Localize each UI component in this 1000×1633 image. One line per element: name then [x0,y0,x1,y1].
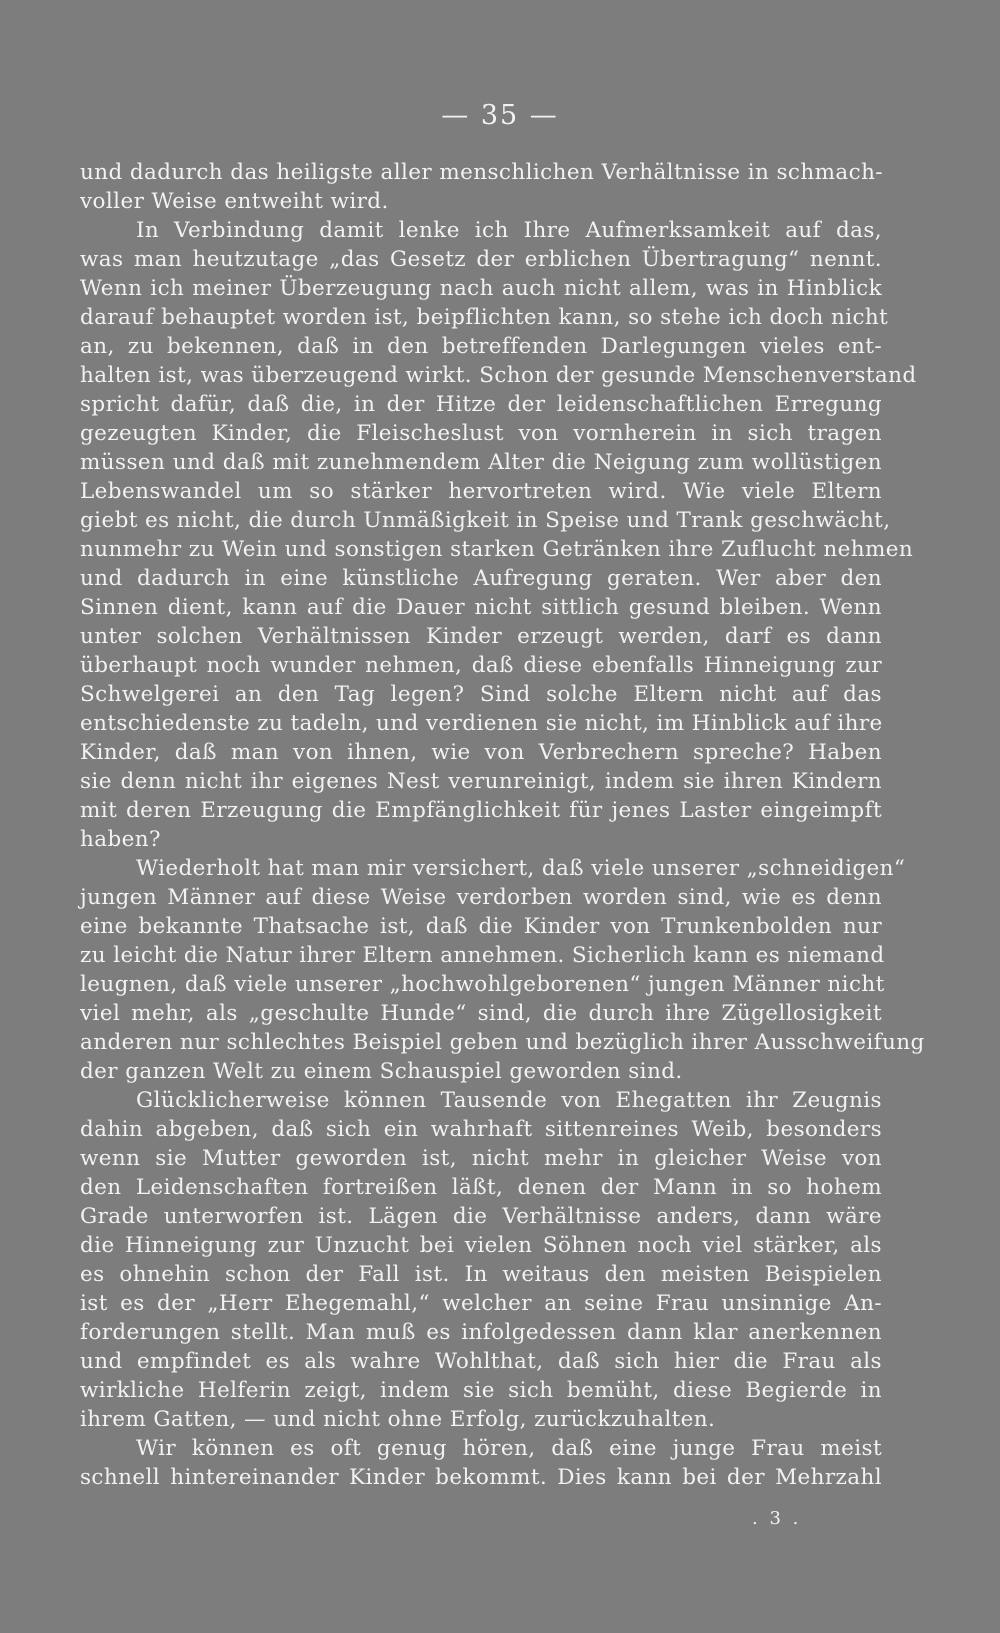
text-line: wirkliche Helferin zeigt, indem sie sich bemüht, diese Begierde in [80,1378,882,1403]
text-line: eine bekannte Thatsache ist, daß die Kinder von Trunkenbolden nur [80,914,882,939]
page-number: — 35 — [441,100,559,131]
text-line: forderungen stellt. Man muß es infolgedessen dann klar anerkennen [80,1320,882,1345]
signature-mark: . 3 . [752,1508,802,1529]
text-line: Sinnen dient, kann auf die Dauer nicht sittlich gesund bleiben. Wenn [80,595,882,620]
text-line: ist es der „Herr Ehegemahl,“ welcher an seine Frau unsinnige An- [80,1291,882,1316]
text-line: schnell hintereinander Kinder bekommt. Dies kann bei der Mehrzahl [80,1465,882,1490]
text-line: halten ist, was überzeugend wirkt. Schon der gesunde Menschenverstand [80,363,917,388]
text-line: gezeugten Kinder, die Fleischeslust von vornherein in sich tragen [80,421,882,446]
text-line: In Verbindung damit lenke ich Ihre Aufmerksamkeit auf das, [136,218,882,243]
text-line: Kinder, daß man von ihnen, wie von Verbrechern spreche? Haben [80,740,882,765]
text-line: leugnen, daß viele unserer „hochwohlgeborenen“ jungen Männer nicht [80,972,885,997]
text-line: Wiederholt hat man mir versichert, daß viele unserer „schneidigen“ [136,856,906,881]
text-line: zu leicht die Natur ihrer Eltern annehmen. Sicherlich kann es niemand [80,943,885,968]
text-line: ihrem Gatten, — und nicht ohne Erfolg, zurückzuhalten. [80,1407,716,1432]
text-line: unter solchen Verhältnissen Kinder erzeugt werden, darf es dann [80,624,882,649]
text-line: und empfindet es als wahre Wohlthat, daß sich hier die Frau als [80,1349,882,1374]
text-line: Schwelgerei an den Tag legen? Sind solche Eltern nicht auf das [80,682,882,707]
text-line: spricht dafür, daß die, in der Hitze der leidenschaftlichen Erregung [80,392,882,417]
text-line: und dadurch das heiligste aller menschlichen Verhältnisse in schmach- [80,160,883,185]
text-line: sie denn nicht ihr eigenes Nest verunreinigt, indem sie ihren Kindern [80,769,882,794]
text-line: mit deren Erzeugung die Empfänglichkeit für jenes Laster eingeimpft [80,798,882,823]
text-line: Wenn ich meiner Überzeugung nach auch nicht allem, was in Hinblick [80,276,882,301]
body-text [80,158,925,1492]
text-line: Glücklicherweise können Tausende von Ehegatten ihr Zeugnis [136,1088,882,1113]
text-line: müssen und daß mit zunehmendem Alter die Neigung zum wollüstigen [80,450,882,475]
text-line: viel mehr, als „geschulte Hunde“ sind, die durch ihre Zügellosigkeit [80,1001,882,1026]
text-line: dahin abgeben, daß sich ein wahrhaft sittenreines Weib, besonders [80,1117,882,1142]
text-line: an, zu bekennen, daß in den betreffenden Darlegungen vieles ent- [80,334,882,359]
text-line: wenn sie Mutter geworden ist, nicht mehr in gleicher Weise von [80,1146,882,1171]
text-line: Lebenswandel um so stärker hervortreten wird. Wie viele Eltern [80,479,882,504]
text-line: nunmehr zu Wein und sonstigen starken Getränken ihre Zuflucht nehmen [80,537,914,562]
text-line: Wir können es oft genug hören, daß eine junge Frau meist [136,1436,882,1461]
text-line: giebt es nicht, die durch Unmäßigkeit in Speise und Trank geschwächt, [80,508,891,533]
text-line: anderen nur schlechtes Beispiel geben und bezüglich ihrer Ausschweifung [80,1030,925,1055]
text-line: der ganzen Welt zu einem Schauspiel geworden sind. [80,1059,683,1084]
text-line: überhaupt noch wunder nehmen, daß diese ebenfalls Hinneigung zur [80,653,882,678]
text-line: die Hinneigung zur Unzucht bei vielen Söhnen noch viel stärker, als [80,1233,882,1258]
text-line: was man heutzutage „das Gesetz der erblichen Übertragung“ nennt. [80,247,882,272]
text-line: jungen Männer auf diese Weise verdorben worden sind, wie es denn [80,885,882,910]
text-line: darauf behauptet worden ist, beipflichten kann, so stehe ich doch nicht [80,305,889,330]
text-line: voller Weise entweiht wird. [80,189,389,214]
text-line: es ohnehin schon der Fall ist. In weitaus den meisten Beispielen [80,1262,882,1287]
text-line: entschiedenste zu tadeln, und verdienen sie nicht, im Hinblick auf ihre [80,711,883,736]
text-line: haben? [80,827,161,852]
text-line: und dadurch in eine künstliche Aufregung geraten. Wer aber den [80,566,882,591]
text-line: Grade unterworfen ist. Lägen die Verhältnisse anders, dann wäre [80,1204,882,1229]
text-line: den Leidenschaften fortreißen läßt, denen der Mann in so hohem [80,1175,882,1200]
